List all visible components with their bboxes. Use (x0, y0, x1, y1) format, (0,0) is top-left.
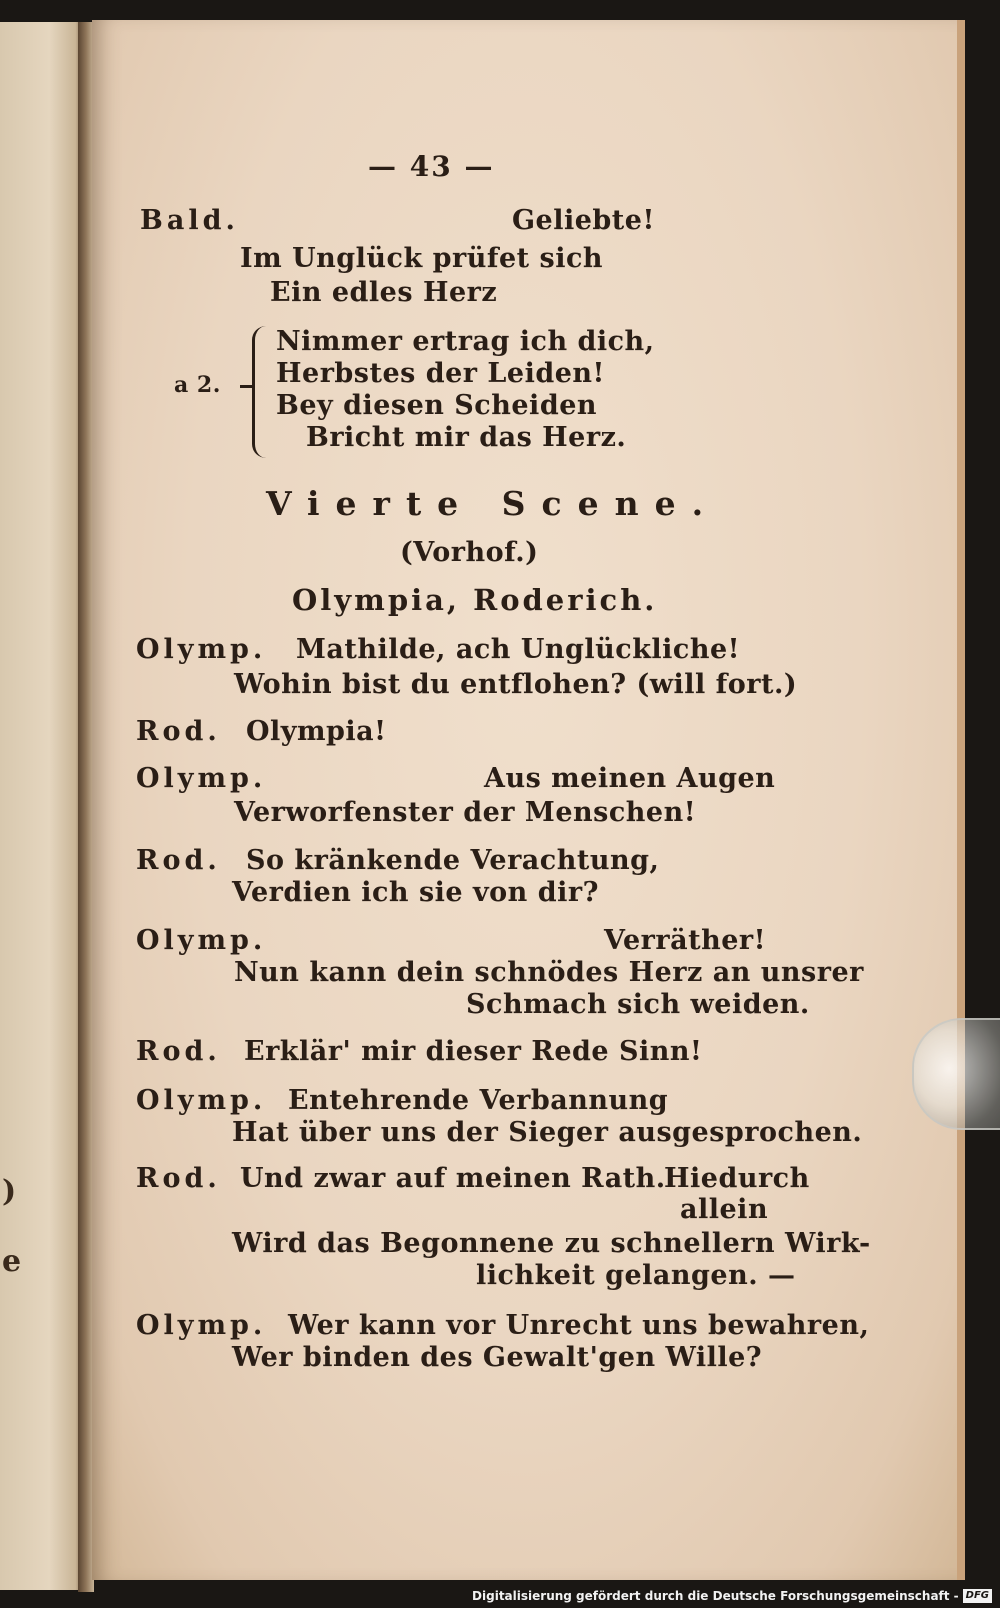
verse-line: Entehrende Verbannung (288, 1085, 669, 1116)
verse-line: Hiedurch (664, 1163, 810, 1194)
verse-line: Wer binden des Gewalt'gen Wille? (232, 1342, 763, 1373)
verse-line: Schmach sich weiden. (466, 989, 810, 1020)
speaker-label: Rod. (136, 716, 221, 747)
speaker-label: Rod. (136, 845, 221, 876)
a2-label: a 2. (174, 372, 221, 398)
verse-line: Bricht mir das Herz. (306, 422, 627, 453)
speaker-label: Olymp. (136, 1310, 267, 1341)
page-clip (912, 1018, 1000, 1130)
verse-line: Olympia! (246, 716, 387, 747)
verse-line: Hat über uns der Sieger ausgesprochen. (232, 1117, 863, 1148)
verse-line: Wird das Begonnene zu schnellern Wirk- (232, 1228, 871, 1259)
verse-line: Mathilde, ach Unglückliche! (296, 634, 741, 665)
verse-line: Im Unglück prüfet sich (240, 243, 604, 274)
verse-line: allein (680, 1194, 769, 1225)
verse-line: lichkeit gelangen. — (476, 1260, 796, 1291)
verse-line: Aus meinen Augen (484, 763, 776, 794)
speaker-label: Rod. (136, 1163, 221, 1194)
verse-line: Wohin bist du entflohen? (will fort.) (234, 669, 798, 700)
verse-line: Erklär' mir dieser Rede Sinn! (244, 1036, 703, 1067)
credit-text: Digitalisierung gefördert durch die Deutsche Forschungsgemeinschaft - (472, 1589, 959, 1603)
verse-line: Herbstes der Leiden! (276, 358, 605, 389)
curly-brace (252, 326, 271, 458)
verse-line: Verdien ich sie von dir? (232, 877, 599, 908)
verse-line: So kränkende Verachtung, (246, 845, 660, 876)
stage-direction: (Vorhof.) (400, 537, 539, 568)
digitization-credit (472, 1586, 992, 1606)
verse-line: Geliebte! (512, 205, 655, 236)
verse-line: Verworfenster der Menschen! (234, 797, 697, 828)
speaker-label: Olymp. (136, 634, 267, 665)
verse-line: Und zwar auf meinen Rath. (240, 1163, 666, 1194)
speaker-label: Rod. (136, 1036, 221, 1067)
speaker-label: Olymp. (136, 763, 267, 794)
verse-line: Nun kann dein schnödes Herz an unsrer (234, 957, 864, 988)
dfg-logo: DFG (963, 1589, 992, 1603)
page-number: — 43 — (368, 150, 495, 183)
verse-line: Ein edles Herz (270, 277, 498, 308)
verse-line: Bey diesen Scheiden (276, 390, 598, 421)
curly-brace-tip (240, 385, 254, 388)
speaker-label: Bald. (140, 205, 239, 236)
verse-line: Verräther! (604, 925, 766, 956)
scene-heading: Vierte Scene. (266, 484, 720, 523)
speaker-label: Olymp. (136, 1085, 267, 1116)
left-page-text-fragment: ) (2, 1174, 17, 1209)
left-page-fragment (0, 22, 82, 1590)
character-list: Olympia, Roderich. (292, 583, 658, 617)
verse-line: Wer kann vor Unrecht uns bewahren, (288, 1310, 870, 1341)
speaker-label: Olymp. (136, 925, 267, 956)
verse-line: Nimmer ertrag ich dich, (276, 326, 655, 357)
left-page-text-fragment: e (2, 1244, 22, 1279)
